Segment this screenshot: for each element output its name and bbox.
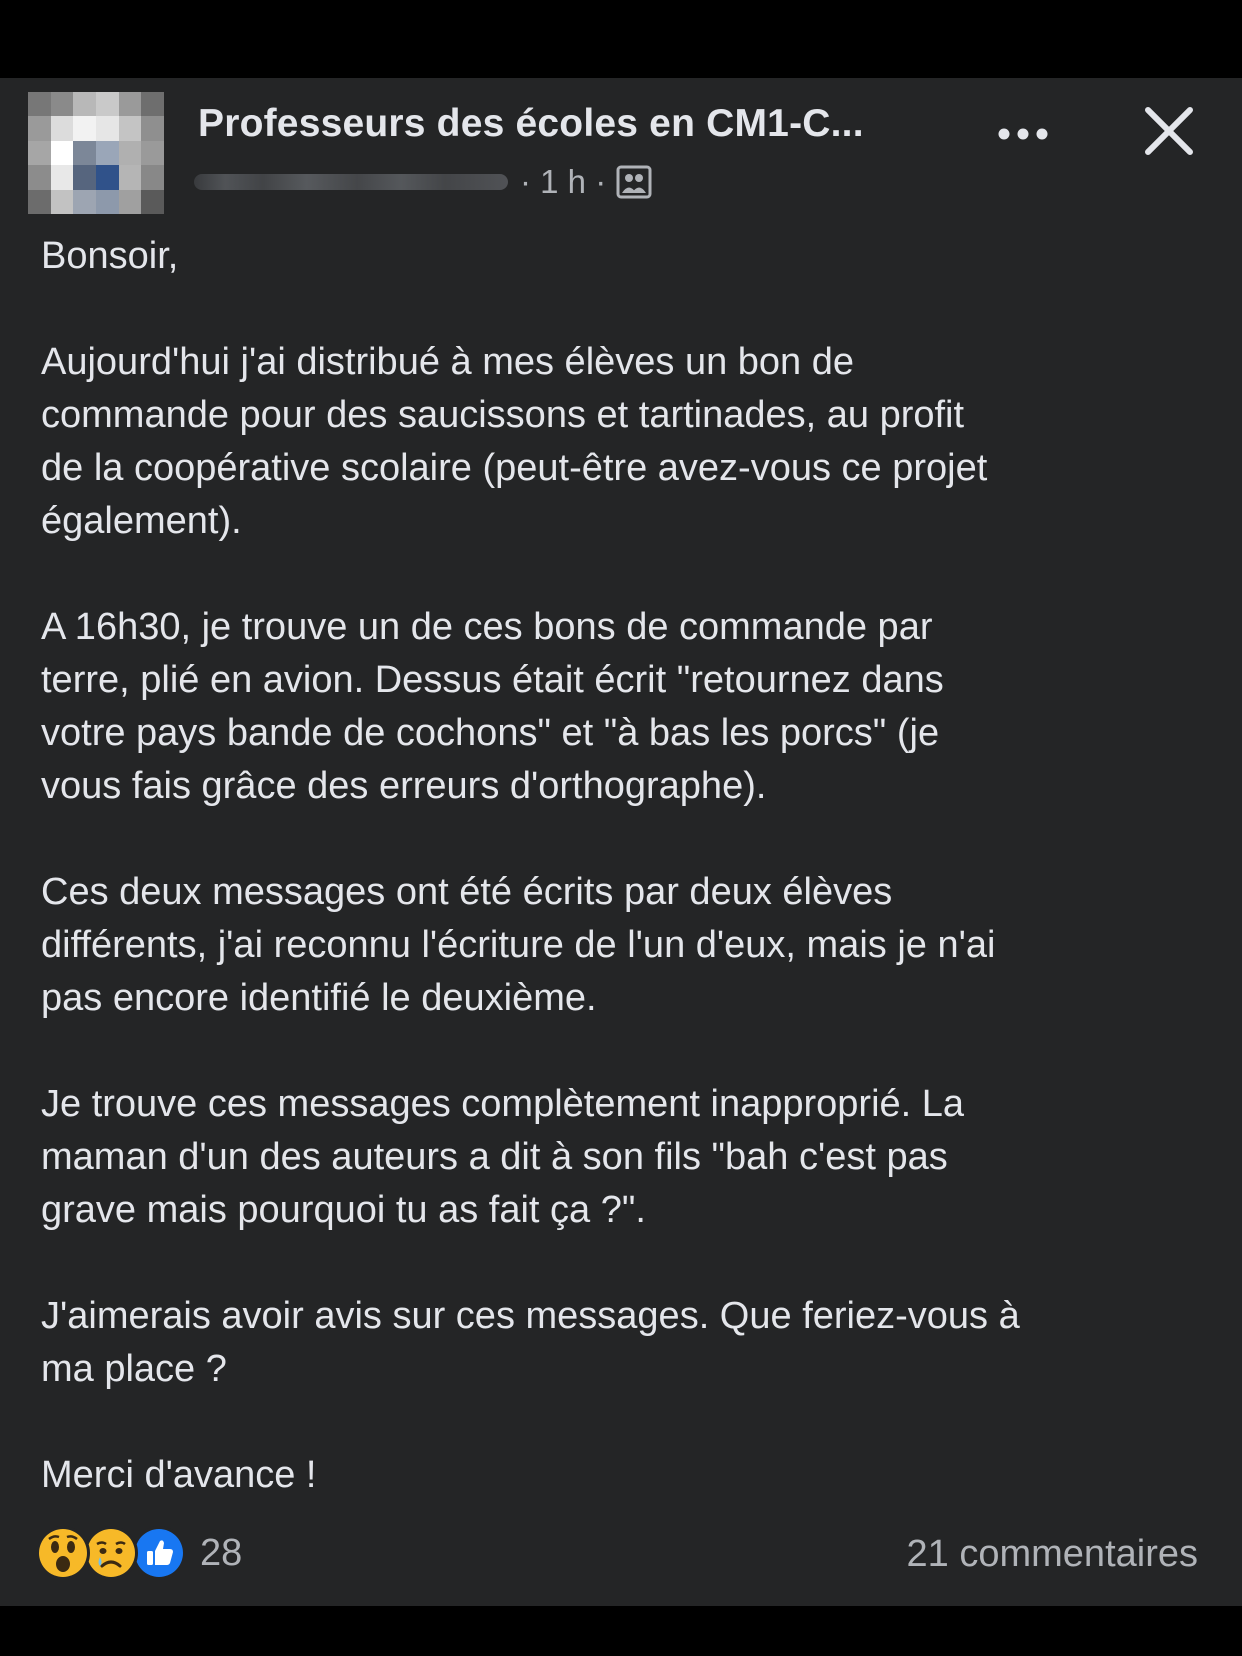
post-text-line: grave mais pourquoi tu as fait ça ?". — [41, 1189, 646, 1231]
more-icon — [997, 127, 1049, 141]
post-text-line: A 16h30, je trouve un de ces bons de commande par — [41, 606, 933, 648]
avatar-pixel — [141, 190, 164, 214]
avatar-pixel — [73, 190, 96, 214]
avatar-pixel — [141, 92, 164, 116]
close-icon — [1143, 105, 1195, 157]
avatar-pixel — [96, 141, 119, 165]
post-paragraph — [41, 1449, 1221, 1502]
avatar-pixel — [28, 141, 51, 165]
avatar-pixel — [119, 190, 142, 214]
post-text-line: ma place ? — [41, 1348, 227, 1390]
post-paragraph — [41, 1290, 1221, 1396]
sad-emoji-icon — [84, 1526, 138, 1580]
post-text-line: Aujourd'hui j'ai distribué à mes élèves un bon de — [41, 341, 855, 383]
group-icon — [616, 165, 652, 199]
avatar-pixel — [96, 116, 119, 140]
post-text-line: différents, j'ai reconnu l'écriture de l'un d'eux, mais je n'ai — [41, 924, 996, 966]
avatar-pixel — [141, 165, 164, 189]
avatar-pixel — [119, 141, 142, 165]
avatar-pixel — [96, 190, 119, 214]
post-text-line: vous fais grâce des erreurs d'orthographe). — [41, 765, 767, 807]
post-paragraph — [41, 866, 1221, 1025]
like-icon — [132, 1526, 186, 1580]
avatar-pixel — [73, 92, 96, 116]
post-text-line: Bonsoir, — [41, 235, 179, 277]
post-timestamp[interactable]: · 1 h · — [520, 163, 607, 200]
avatar-pixel — [73, 116, 96, 140]
avatar-pixel — [51, 141, 74, 165]
avatar-pixel — [51, 116, 74, 140]
post-text-line: Ces deux messages ont été écrits par deux élèves — [41, 871, 893, 913]
avatar-pixel — [51, 165, 74, 189]
post-text-line: commande pour des saucissons et tartinades, au profit — [41, 394, 965, 436]
avatar-pixel — [141, 141, 164, 165]
post-text-line: votre pays bande de cochons" et "à bas les porcs" (je — [41, 712, 940, 754]
post-text-line: maman d'un des auteurs a dit à son fils "bah c'est pas — [41, 1136, 948, 1178]
post-text-line: terre, plié en avion. Dessus était écrit "retournez dans — [41, 659, 944, 701]
avatar-pixel — [28, 190, 51, 214]
post-paragraph — [41, 336, 1221, 548]
post-paragraph — [41, 230, 1221, 283]
avatar-pixel — [28, 116, 51, 140]
post-text-line: également). — [41, 500, 242, 542]
avatar-pixel — [119, 92, 142, 116]
reactions-summary[interactable] — [36, 1526, 242, 1580]
avatar-pixel — [73, 141, 96, 165]
post-text-line: J'aimerais avoir avis sur ces messages. Que feriez-vous à — [41, 1295, 1020, 1337]
close-button[interactable] — [1140, 102, 1198, 160]
avatar-pixel — [96, 165, 119, 189]
avatar-pixel — [73, 165, 96, 189]
reaction-count: 28 — [200, 1531, 243, 1574]
group-name-link[interactable]: Professeurs des écoles en CM1-C... — [198, 102, 864, 145]
avatar-pixel — [28, 92, 51, 116]
more-options-button[interactable] — [992, 116, 1054, 152]
post-paragraph — [41, 601, 1221, 813]
group-avatar[interactable] — [28, 92, 164, 214]
comments-link[interactable]: 21 commentaires — [906, 1533, 1198, 1575]
avatar-pixel — [119, 116, 142, 140]
post-text-line: Je trouve ces messages complètement inapproprié. La — [41, 1083, 965, 1125]
post-text-line: Merci d'avance ! — [41, 1454, 317, 1496]
avatar-pixel — [51, 92, 74, 116]
post-body — [41, 230, 1221, 1502]
avatar-pixel — [96, 92, 119, 116]
post-card — [0, 78, 1242, 1606]
post-paragraph — [41, 1078, 1221, 1237]
author-name-redacted[interactable] — [194, 174, 508, 190]
post-meta — [194, 164, 652, 200]
avatar-pixel — [119, 165, 142, 189]
avatar-pixel — [141, 116, 164, 140]
post-text-line: de la coopérative scolaire (peut-être avez-vous ce projet — [41, 447, 988, 489]
avatar-pixel — [51, 190, 74, 214]
wow-emoji-icon — [36, 1526, 90, 1580]
avatar-pixel — [28, 165, 51, 189]
post-text-line: pas encore identifié le deuxième. — [41, 977, 597, 1019]
